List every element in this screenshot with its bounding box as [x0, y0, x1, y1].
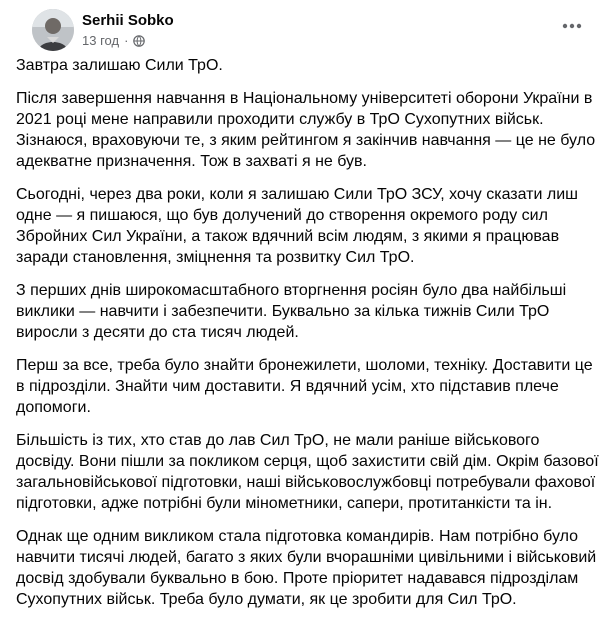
- author-name[interactable]: Serhii Sobko: [82, 12, 174, 29]
- more-options-button[interactable]: [560, 14, 584, 38]
- globe-icon[interactable]: [133, 35, 145, 47]
- post-meta: [82, 33, 145, 49]
- post-paragraph: Завтра залишаю Сили ТрО.: [16, 57, 223, 74]
- post-paragraph: Перш за все, треба було знайти бронежилети, шоломи, техніку. Доставити це в підрозділи. Знайти чим доставити. Я вдячний усім, хто підставив плече допомоги.: [16, 357, 593, 416]
- post-paragraph: З перших днів широкомасштабного вторгнення росіян було два найбільші виклики — навчити і забезпечити. Буквально за кілька тижнів Сили ТрО виросли з десяти до ста тисяч людей.: [16, 282, 567, 341]
- post-paragraph: Більшість із тих, хто став до лав Сил ТрО, не мали раніше військового досвіду. Вони пішли за покликом серця, щоб захистити свій дім. Окрім базової загальновійськової підготовки, наші військовослужбовці потребували фахової підготовки, адже потрібні були мінометники, сапери, протитанкісти та ін.: [16, 432, 599, 512]
- user-avatar-icon: [32, 9, 74, 51]
- more-horizontal-icon: [562, 23, 582, 29]
- post-paragraph: Сьогодні, через два роки, коли я залишаю Сили ТрО ЗСУ, хочу сказати лиш одне — я пишаюся, що був долучений до створення окремого роду сил Збройних Сил України, а також вдячний всім людям, з якими я працював заради становлення, зміцнення та розвитку Сил ТрО.: [16, 186, 578, 266]
- post-time[interactable]: 13 год: [82, 33, 120, 48]
- author-avatar[interactable]: [32, 9, 74, 51]
- post-text: [16, 55, 600, 622]
- post-paragraph: Однак ще одним викликом стала підготовка командирів. Нам потрібно було навчити тисячі людей, багато з яких були вчорашніми цивільними і військовий досвід здобували буквально в бою. Проте пріоритет надавався підрозділам Сухопутних військ. Треба було думати, як це зробити для Сил ТрО.: [16, 528, 597, 608]
- post-paragraph: Після завершення навчання в Національному університеті оборони України в 2021 році мене направили проходити службу в ТрО Сухопутних військ. Зізнаюся, враховуючи те, з яким рейтингом я закінчив навчання — це не було адекватне призначення. Тож в захваті я не був.: [16, 90, 596, 170]
- meta-separator: ·: [124, 33, 129, 48]
